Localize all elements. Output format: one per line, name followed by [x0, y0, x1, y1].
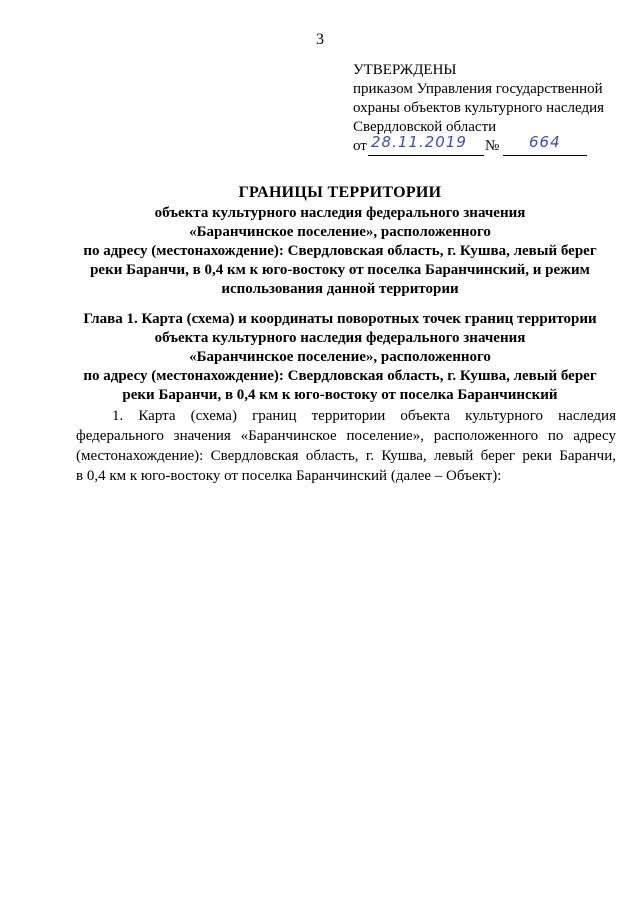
approval-line: охраны объектов культурного наследия	[353, 100, 605, 116]
date-underline	[368, 155, 484, 156]
paragraph-line: 1. Карта (схема) границ территории объекта культурного наследия	[112, 408, 616, 424]
approval-block	[353, 61, 623, 159]
paragraph-1	[76, 406, 616, 486]
title-heading: ГРАНИЦЫ ТЕРРИТОРИИ	[238, 184, 442, 201]
paragraph-line: в 0,4 км к юго-востоку от поселка Баранчинский (далее – Объект):	[76, 468, 502, 484]
handwritten-number: 664	[529, 133, 561, 151]
chapter-line: Глава 1. Карта (схема) и координаты поворотных точек границ территории	[83, 311, 597, 327]
page-number: 3	[316, 31, 324, 48]
chapter-heading	[60, 310, 620, 405]
title-line: по адресу (местонахождение): Свердловская область, г. Кушва, левый берег	[83, 243, 597, 259]
title-line: использования данной территории	[221, 281, 459, 297]
chapter-line: по адресу (местонахождение): Свердловская область, г. Кушва, левый берег	[83, 368, 597, 384]
approval-line: приказом Управления государственной	[353, 81, 603, 97]
title-line: объекта культурного наследия федерального значения	[154, 205, 526, 221]
chapter-line: «Баранчинское поселение», расположенного	[189, 349, 491, 365]
number-underline	[503, 155, 587, 156]
date-prefix: от	[353, 138, 367, 154]
paragraph-line: федерального значения «Баранчинское поселение», расположенного по адресу	[76, 428, 616, 444]
chapter-line: объекта культурного наследия федерального значения	[154, 330, 526, 346]
handwritten-date: 28.11.2019	[371, 133, 467, 151]
title-line: «Баранчинское поселение», расположенного	[189, 224, 491, 240]
approval-date-number-line	[353, 133, 623, 159]
approval-heading: УТВЕРЖДЕНЫ	[353, 62, 457, 78]
document-title	[60, 183, 620, 299]
approval-line: Свердловской области	[353, 119, 497, 135]
paragraph-line: (местонахождение): Свердловская область, г. Кушва, левый берег реки Баранчи,	[76, 448, 616, 464]
chapter-line: реки Баранчи, в 0,4 км к юго-востоку от поселка Баранчинский	[122, 387, 558, 403]
number-prefix: №	[485, 138, 500, 154]
title-line: реки Баранчи, в 0,4 км к юго-востоку от поселка Баранчинский, и режим	[90, 262, 590, 278]
